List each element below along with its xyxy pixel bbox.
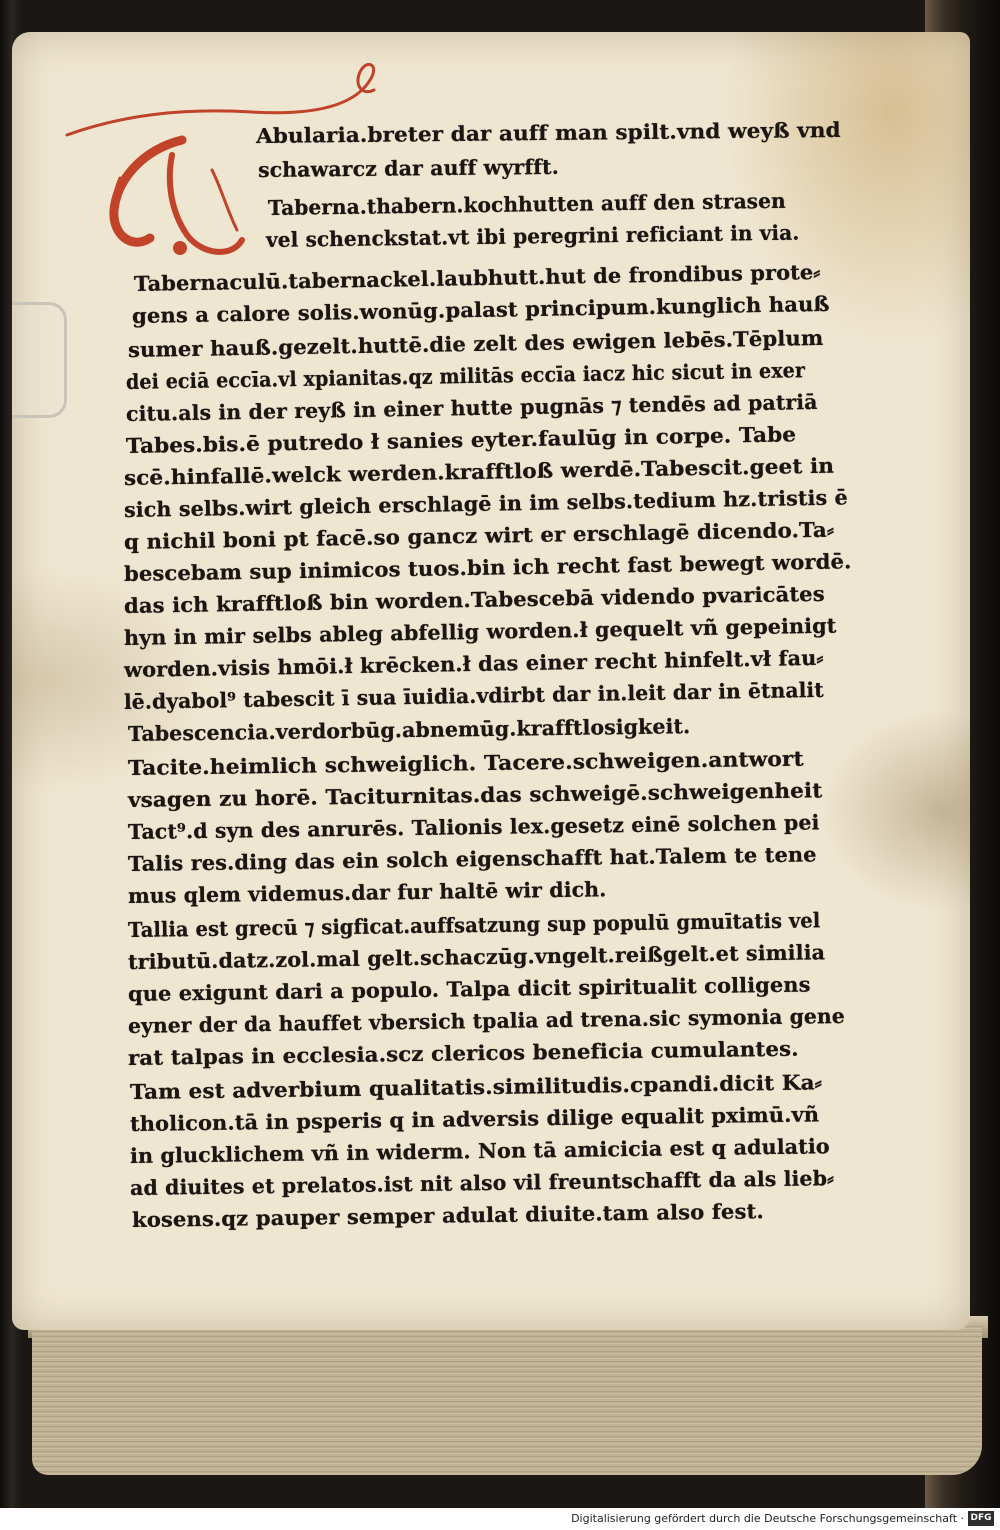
text-line: Tabernaculū.tabernackel.laubhutt.hut de frondibus prote⸗ xyxy=(133,260,821,296)
text-line: Tam est adverbium qualitatis.similitudis.cpandi.dicit Ka⸗ xyxy=(129,1070,823,1104)
text-line: rat talpas in ecclesia.scz clericos beneficia cumulantes. xyxy=(127,1036,799,1070)
text-line: citu.als in der reyß in einer hutte pugnās ⁊ tendēs ad patriā xyxy=(125,389,818,426)
text-line: gens a calore solis.wonūg.palast principum.kunglich hauß xyxy=(131,291,830,328)
text-line: worden.visis hmōi.ł krēcken.ł das einer recht hinfelt.vł fau⸗ xyxy=(123,645,824,682)
text-line: Tallia est grecū ⁊ sigficat.auffsatzung sup populū gmuītatis vel xyxy=(127,908,821,942)
text-line: das ich krafftloß bin worden.Tabescebā videndo pvaricātes xyxy=(123,581,825,618)
text-line: scē.hinfallē.welck werden.krafftloß werdē.Tabescit.geet in xyxy=(123,453,835,490)
text-line: Tabescencia.verdorbūg.abnemūg.krafftlosigkeit. xyxy=(127,714,691,746)
text-line: Taberna.thabern.kochhutten auff den strasen xyxy=(267,188,786,220)
text-line: tholicon.tā in psperis q in adversis dilige equalit pximū.vñ xyxy=(129,1102,820,1136)
page-stack xyxy=(32,1325,982,1475)
text-line: lē.dyabol⁹ tabescit ī sua īuidia.vdirbt dar in.leit dar in ētnalit xyxy=(123,677,824,714)
text-line: Tabes.bis.ē putredo ł sanies eyter.faulūg in corpe. Tabe xyxy=(125,422,797,458)
text-line: sich selbs.wirt gleich erschlagē in im selbs.tedium hz.tristis ē xyxy=(123,485,849,522)
text-line: eyner der da hauffet vbersich tpalia ad trena.sic symonia gene xyxy=(127,1003,845,1038)
text-line: tributū.datz.zol.mal gelt.schaczūg.vngelt.reißgelt.et similia xyxy=(127,940,826,974)
text-line: ad diuites et prelatos.ist nit also vil freuntschafft da als lieb⸗ xyxy=(129,1166,835,1200)
text-line: Tact⁹.d syn des anrurēs. Talionis lex.gesetz einē solchen pei xyxy=(127,810,820,844)
text-line: in glucklichem vñ in widerm. Non tā amicicia est q adulatio xyxy=(129,1134,830,1168)
text-line: schawarcz dar auff wyrfft. xyxy=(257,154,560,182)
page-clip xyxy=(12,302,67,418)
text-line: sumer hauß.gezelt.huttē.die zelt des ewigen lebēs.Tēplum xyxy=(127,325,824,362)
text-line: kosens.qz pauper semper adulat diuite.tam also fest. xyxy=(131,1199,764,1232)
text-line: mus qlem videmus.dar fur haltē wir dich. xyxy=(127,877,607,908)
text-line: que exigunt dari a populo. Talpa dicit spiritualit colligens xyxy=(127,972,811,1006)
text-line: Talis res.ding das ein solch eigenschafft hat.Talem te tene xyxy=(127,842,817,876)
funding-note: Digitalisierung gefördert durch die Deutsche Forschungsgemeinschaft · xyxy=(571,1512,964,1525)
dfg-logo: DFG xyxy=(968,1511,994,1526)
text-line: bescebam sup inimicos tuos.bin ich recht fast bewegt wordē. xyxy=(123,549,852,586)
text-line: dei eciā eccīa.vl xpianitas.qz militās eccīa iacz hic sicut in exer xyxy=(125,358,806,394)
footer-bar xyxy=(0,1508,1000,1530)
text-line: vel schenckstat.vt ibi peregrini reficiant in via. xyxy=(265,220,800,252)
text-line: vsagen zu horē. Taciturnitas.das schweigē.schweigenheit xyxy=(127,778,823,812)
text-line: hyn in mir selbs ableg abfellig worden.ł gequelt vñ gepeinigt xyxy=(123,613,837,650)
text-line: Abularia.breter dar auff man spilt.vnd weyß vnd xyxy=(255,117,841,148)
text-line: Tacite.heimlich schweiglich. Tacere.schweigen.antwort xyxy=(127,746,804,780)
text-line: q nichil boni pt facē.so gancz wirt er erschlagē dicendo.Ta⸗ xyxy=(123,517,835,554)
